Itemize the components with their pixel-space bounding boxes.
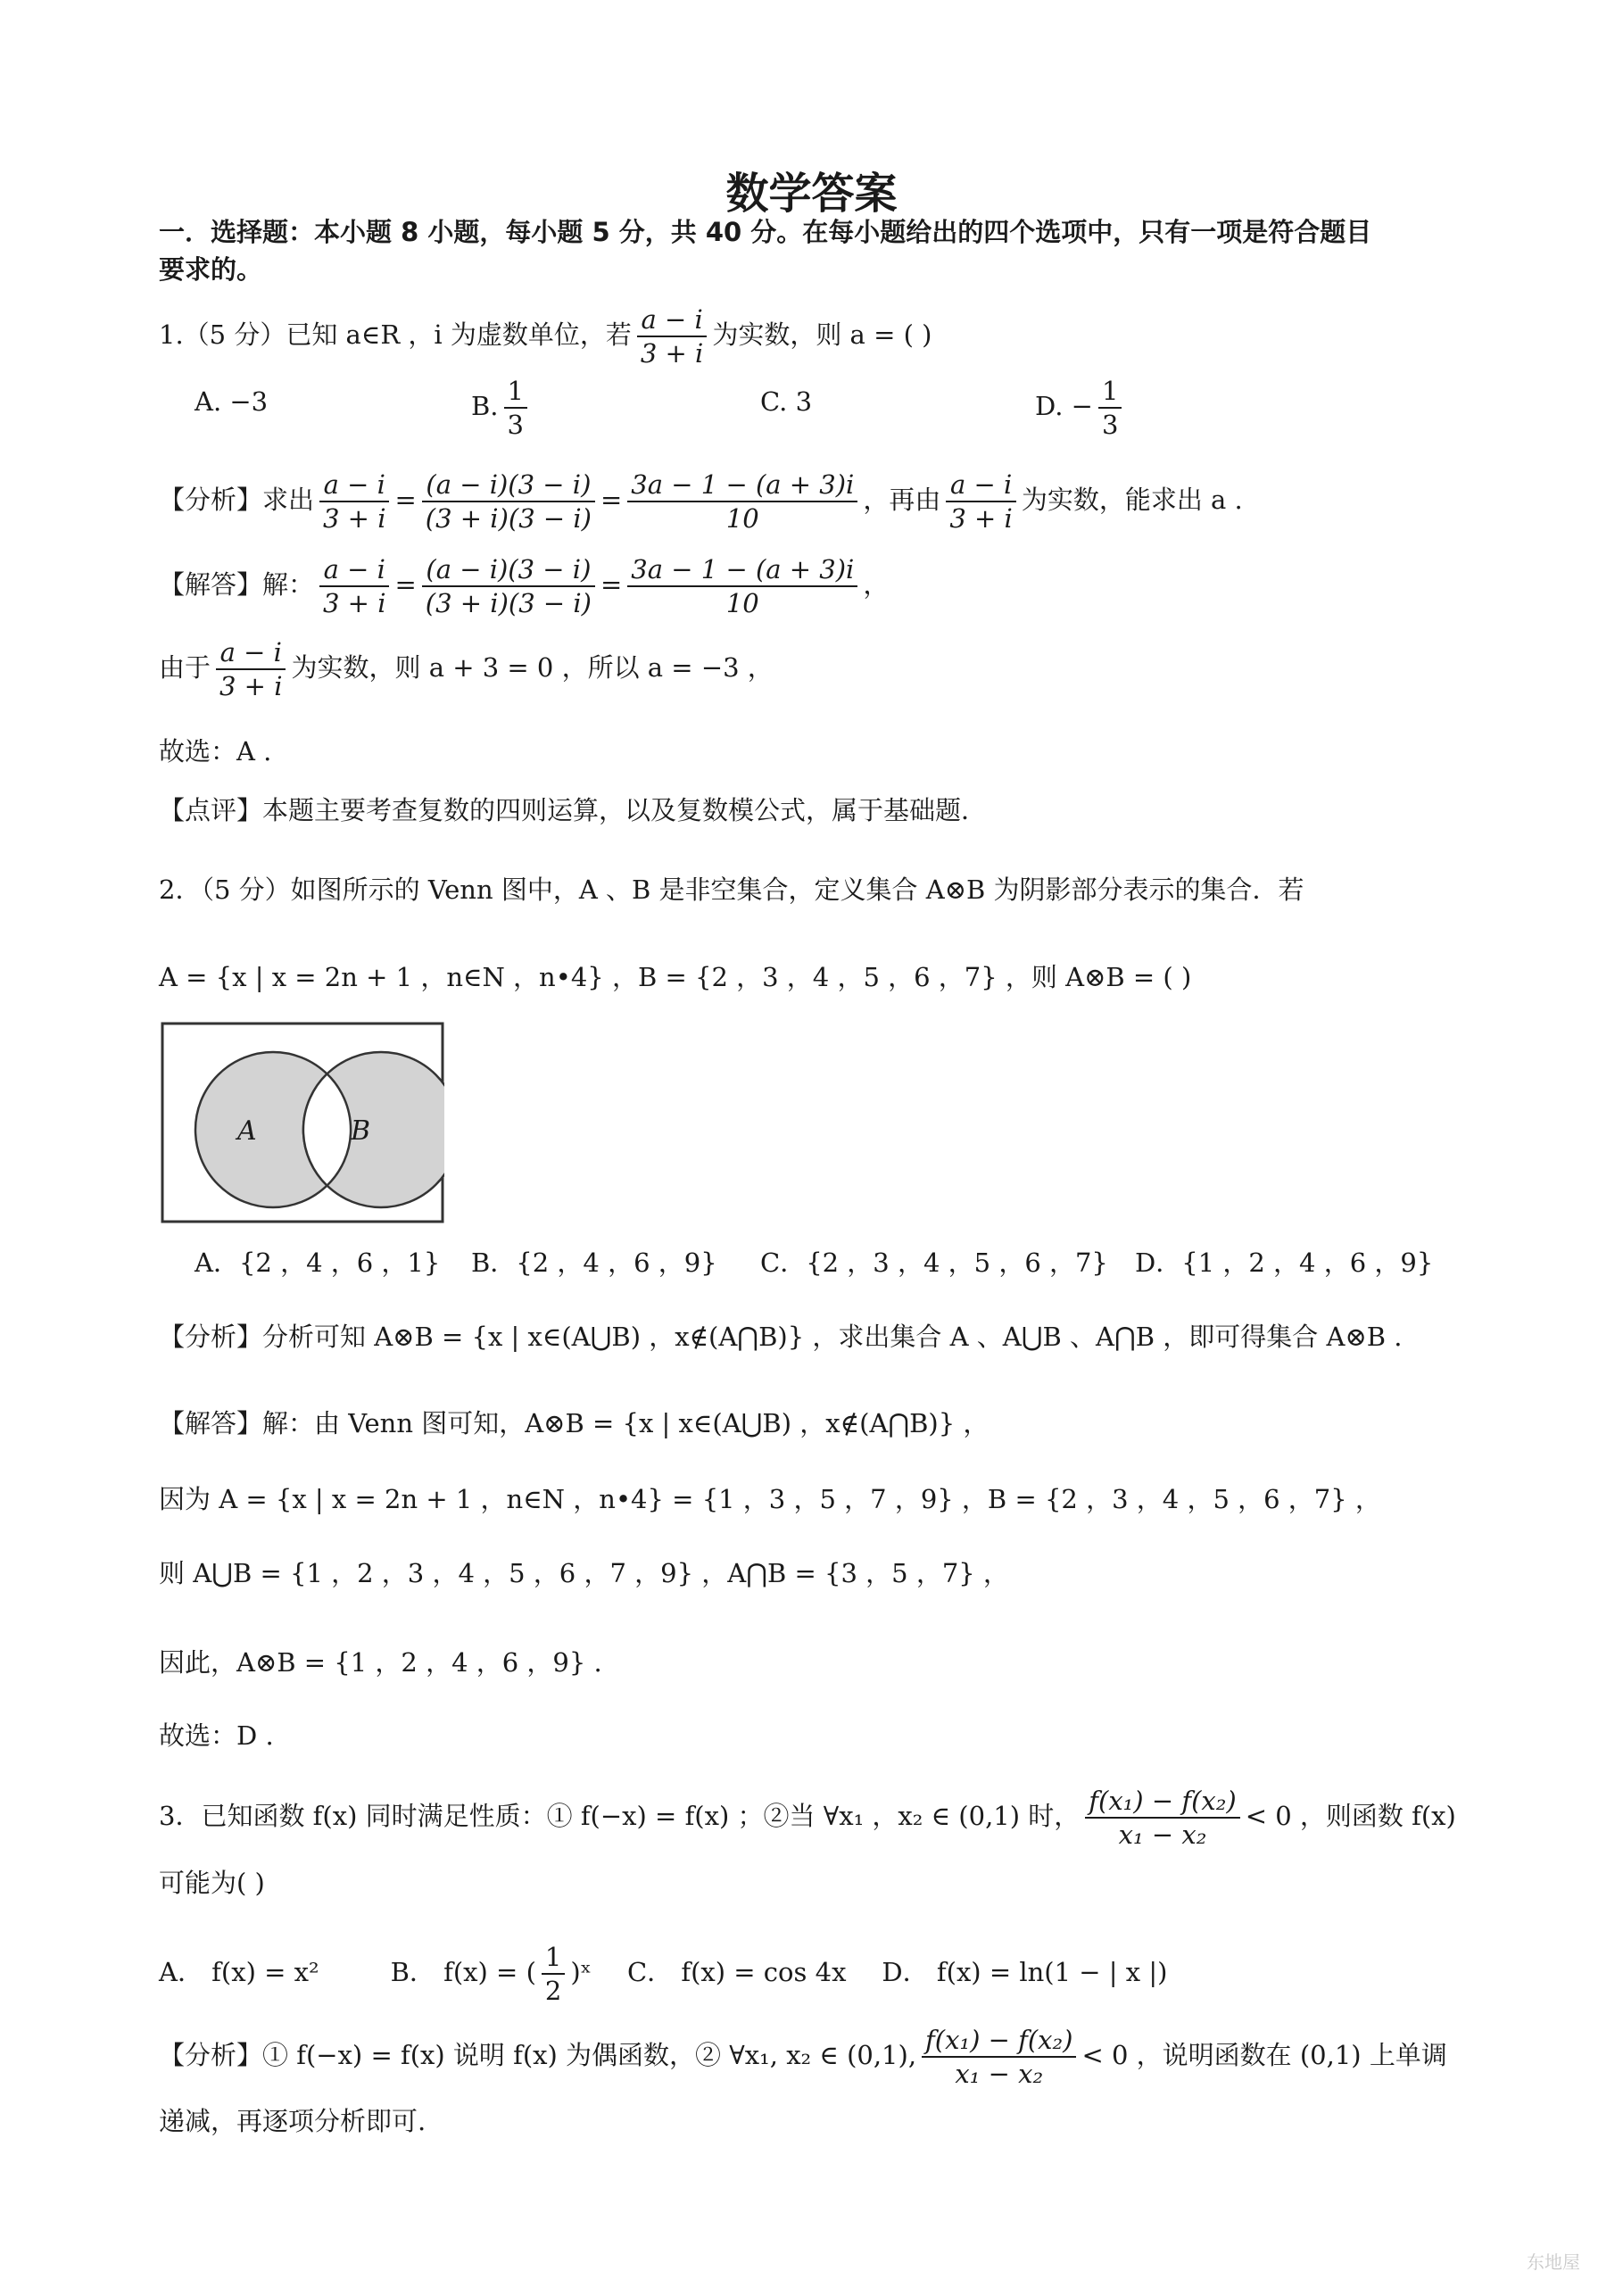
venn-diagram xyxy=(161,1022,444,1223)
q2-solution-line4: 因此，A⊗B = {1 ，2 ，4 ，6 ，9} . xyxy=(159,1647,602,1678)
q2-option-d: D．{1 ，2 ，4 ，6 ，9} xyxy=(1135,1247,1434,1278)
venn-label-b: B xyxy=(351,1115,371,1147)
q2-stem-line2: A = {x | x = 2n + 1 ，n∈N ，n•4} ，B = {2 ，3 ，4 ，5 ，6 ，7} ，则 A⊗B = ( ) xyxy=(159,962,1192,992)
q3-analysis-line1: 【分析】① f(−x) = f(x) 说明 f(x) 为偶函数，② ∀x₁, x₂ ∈ (0,1), $\frac{\text{f(x₁) − f(x₂)}}{\text{x₁ − x₂}}$ < 0 ，说明函数在 (0,1) 上单调 xyxy=(159,2025,1447,2089)
q3-options xyxy=(159,1941,1167,2007)
page-title: 数学答案 xyxy=(725,169,898,219)
q3-stem-line1: 3．已知函数 f(x) 同时满足性质：① f(−x) = f(x) ；②当 ∀x₁ ，x₂ ∈ (0,1) 时， $\frac{\text{f(x₁) − f(x₂)}}{\text{x₁ − x₂}}$ < 0 ，则函数 f(x) xyxy=(159,1786,1456,1850)
q1-option-c: C. 3 xyxy=(760,386,813,417)
venn-label-a: A xyxy=(237,1115,257,1147)
q2-stem-line1: 2．（5 分）如图所示的 Venn 图中，A 、B 是非空集合，定义集合 A⊗B 为阴影部分表示的集合．若 xyxy=(159,874,1304,905)
q1-option-d: D. − $\frac{1}{3}$ xyxy=(1035,375,1127,441)
q2-option-a: A．{2 ，4 ，6 ，1} xyxy=(195,1247,441,1278)
q2-solution-line3: 则 A⋃B = {1 ，2 ，3 ，4 ，5 ，6 ，7 ，9} ，A⋂B = {3 ，5 ，7} ， xyxy=(159,1558,1009,1588)
q1-option-a: A. −3 xyxy=(195,386,269,417)
q2-solution-line1: 【解答】解：由 Venn 图可知，A⊗B = {x | x∈(A⋃B) ，x∉(A⋂B)} ， xyxy=(159,1408,990,1438)
q1-solution: 【解答】解： $\frac{a - i}{3 + i}$ = $\frac{(a - i)(3 - i)}{(3 + i)(3 - i)}$ = $\frac{3a - 1 - (a + 3)i}{10}$ ， xyxy=(159,554,890,618)
q3-option-d: D． f(x) = ln(1 − | x |) xyxy=(882,1957,1168,1987)
q1-choose: 故选：A . xyxy=(159,736,272,767)
q2-analysis: 【分析】分析可知 A⊗B = {x | x∈(A⋃B) ，x∉(A⋂B)} ，求出集合 A 、A⋃B 、A⋂B ，即可得集合 A⊗B . xyxy=(159,1322,1403,1352)
q2-choose: 故选：D . xyxy=(159,1720,274,1751)
q3-stem-line2: 可能为( ) xyxy=(159,1868,265,1898)
q3-option-b: B． f(x) = ( $\frac{1}{2}$ )ˣ xyxy=(390,1942,592,2006)
q1-comment: 【点评】本题主要考查复数的四则运算，以及复数模公式，属于基础题． xyxy=(159,795,988,825)
q1-option-b: B. $\frac{1}{3}$ xyxy=(471,375,533,441)
q2-solution-line2: 因为 A = {x | x = 2n + 1 ，n∈N ，n•4} = {1 ，3 ，5 ，7 ，9} ，B = {2 ，3 ，4 ，5 ，6 ，7} ， xyxy=(159,1484,1381,1514)
section-heading-line2: 要求的。 xyxy=(159,254,263,285)
q1-analysis: 【分析】求出 $\frac{a - i}{3 + i}$ = $\frac{(a - i)(3 - i)}{(3 + i)(3 - i)}$ = $\frac{3a - 1 - (a + 3)i}{10}$ ，再由 $\frac{a - i}{3 + i}$ 为实数，能求出 a . xyxy=(159,469,1243,534)
watermark-logo: 东地屋 xyxy=(1527,2251,1580,2273)
q3-analysis-line2: 递减，再逐项分析即可. xyxy=(159,2106,426,2136)
q3-option-c: C． f(x) = cos 4x xyxy=(626,1957,847,1987)
q1-fraction: $\frac{a - i}{3 + i}$ xyxy=(637,303,707,369)
q3-option-a: A． f(x) = x² xyxy=(159,1957,319,1987)
q1-since: 由于 $\frac{a - i}{3 + i}$ 为实数，则 a + 3 = 0 ，所以 a = −3 ， xyxy=(159,637,774,701)
section-heading-line1: 一．选择题：本小题 8 小题，每小题 5 分，共 40 分。在每小题给出的四个选项中，只有一项是符合题目 xyxy=(159,217,1372,247)
q2-option-b: B．{2 ，4 ，6 ，9} xyxy=(471,1247,717,1278)
q1-stem: 1.（5 分）已知 a∈R ，i 为虚数单位，若 $\frac{a - i}{3 + i}$ 为实数，则 a = ( ) xyxy=(159,304,932,369)
q2-option-c: C．{2 ，3 ，4 ，5 ，6 ，7} xyxy=(760,1247,1108,1278)
